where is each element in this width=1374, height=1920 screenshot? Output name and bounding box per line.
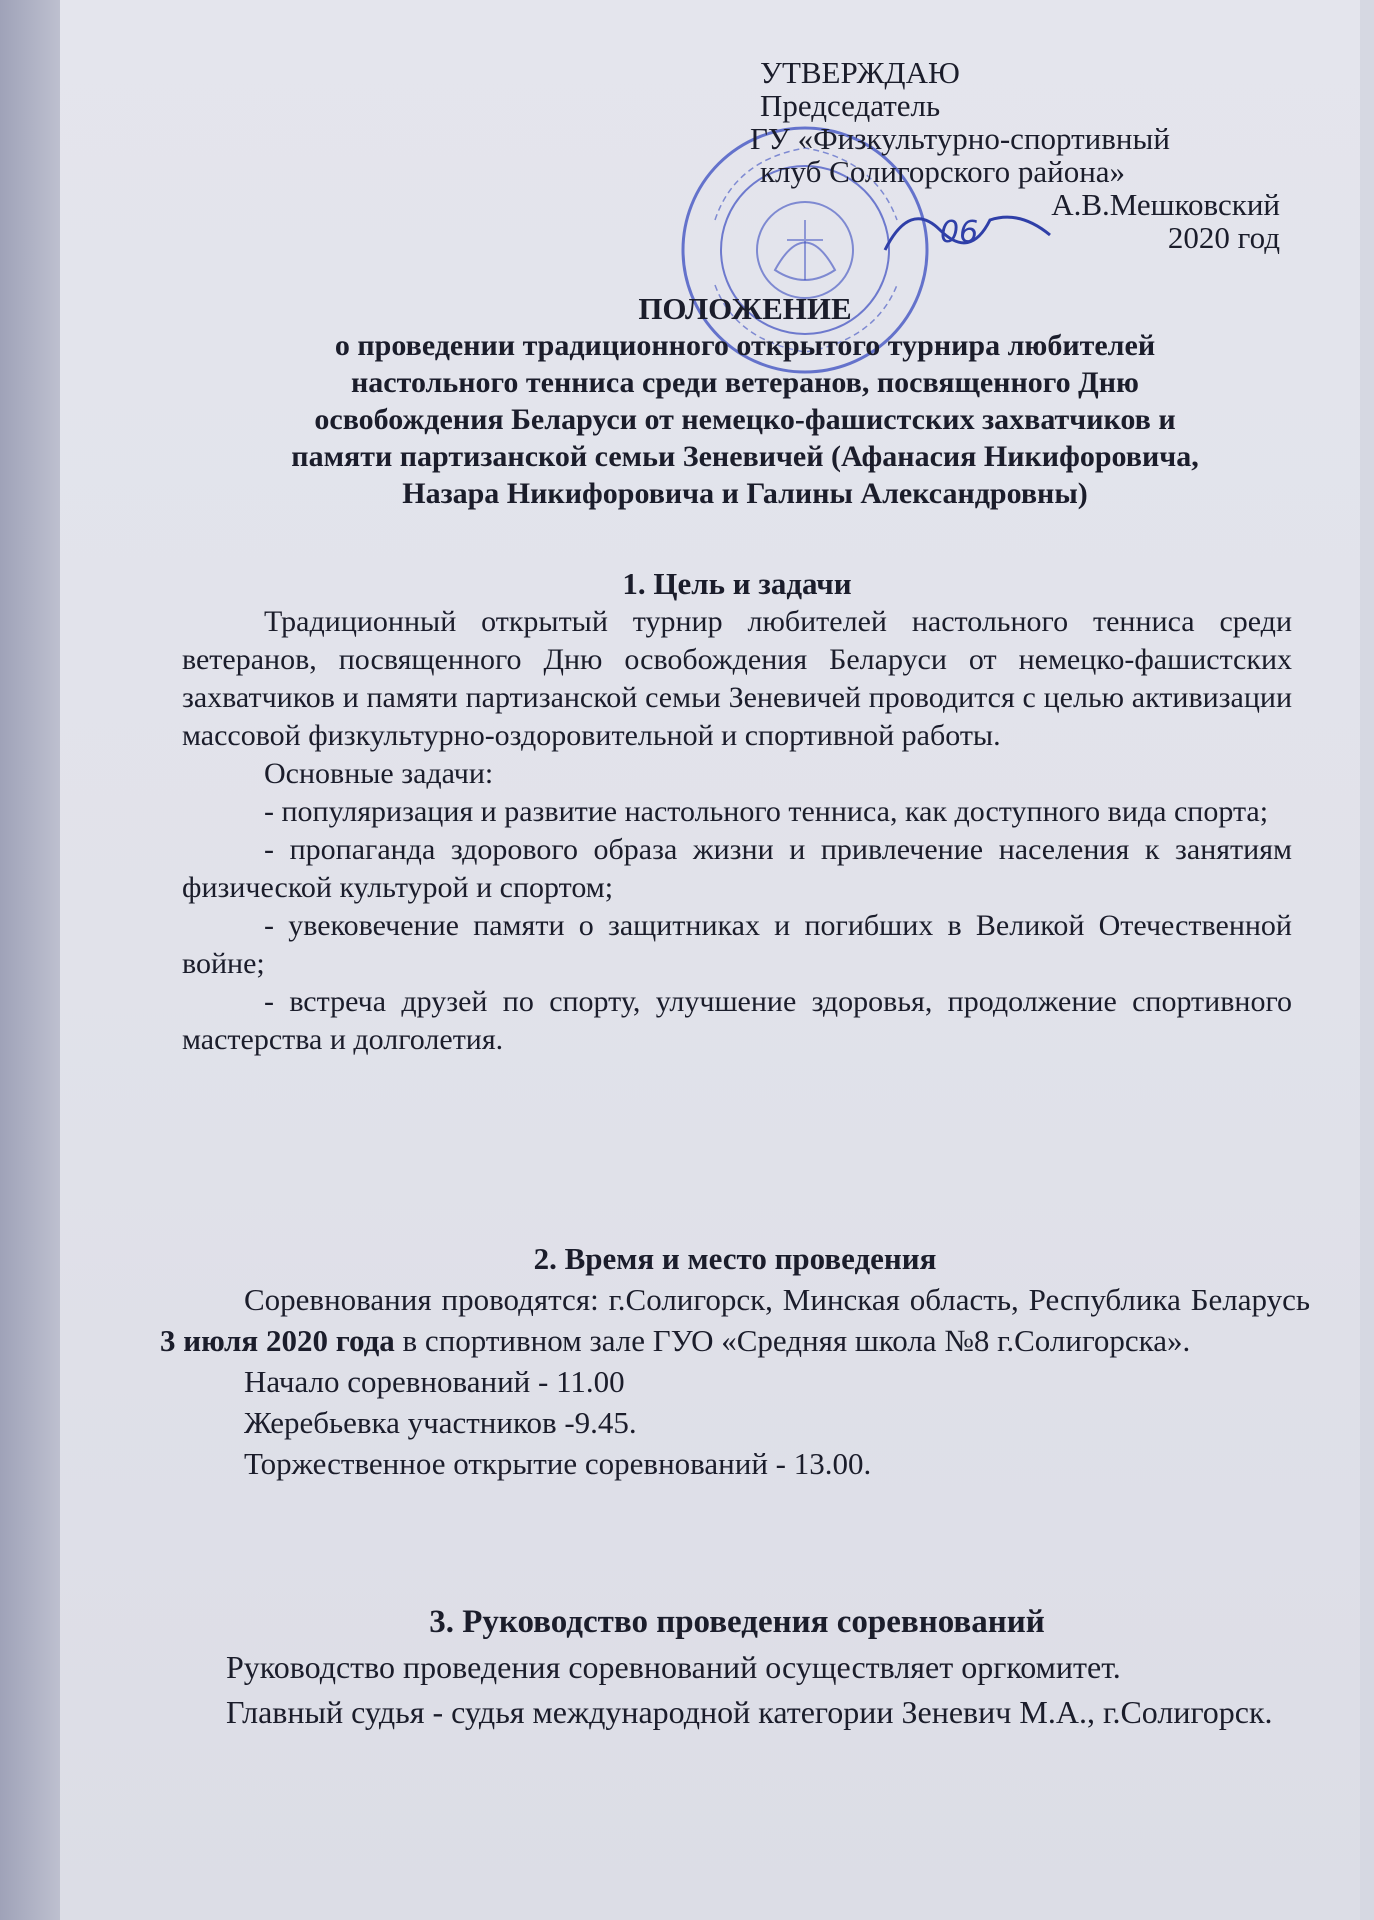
task-item: - пропаганда здорового образа жизни и привлечение населения к занятиям физической культурой и спортом; [182,833,1292,904]
section-heading: 1. Цель и задачи [622,566,852,601]
section-1 [182,565,1292,1059]
paragraph: Руководство проведения соревнований осуществляет оргкомитет. [226,1649,1121,1685]
date-bold: 3 июля 2020 года [160,1323,395,1358]
title-line: о проведении традиционного открытого турнира любителей [334,329,1156,362]
paragraph: Основные задачи: [264,757,494,790]
task-item: - встреча друзей по спорту, улучшение здоровья, продолжение спортивного мастерства и долголетия. [182,985,1292,1056]
approval-block [750,55,1280,255]
section-3 [142,1600,1332,1735]
approval-line: 2020 год [1167,220,1280,255]
schedule-line: Торжественное открытие соревнований - 13.00. [244,1446,872,1481]
schedule-line: Начало соревнований - 11.00 [244,1364,625,1399]
paragraph: Традиционный открытый турнир любителей настольного тенниса среди ветеранов, посвященного Дню освобождения Беларуси от немецко-фашистских захватчиков и памяти партизанской семьи Зеневичей проводится с целью активизации массовой физкультурно-оздоровительной и спортивной работы. [182,605,1292,752]
approval-line: клуб Солигорского района» [760,154,1126,189]
title-line: памяти партизанской семьи Зеневичей (Афанасия Никифоровича, [291,440,1199,473]
paragraph: Главный судья - судья международной категории Зеневич М.А., г.Солигорск. [226,1694,1273,1730]
title-line: освобождения Беларуси от немецко-фашистских захватчиков и [314,403,1176,436]
approval-line: УТВЕРЖДАЮ [760,55,960,90]
approval-line: А.В.Мешковский [1051,187,1280,222]
text-span: Соревнования проводятся: г.Солигорск, Минская область, Республика Беларусь [244,1282,1310,1317]
title-heading: ПОЛОЖЕНИЕ [638,291,852,326]
approval-line: Председатель [760,88,941,123]
task-item: - увековечение памяти о защитниках и погибших в Великой Отечественной войне; [182,909,1292,980]
section-heading: 3. Руководство проведения соревнований [429,1604,1045,1640]
signature-text: 06 [940,215,979,250]
task-item: - популяризация и развитие настольного тенниса, как доступного вида спорта; [264,795,1269,828]
title-line: Назара Никифоровича и Галины Александровны) [402,477,1088,510]
text-span: в спортивном зале ГУО «Средняя школа №8 г.Солигорска». [402,1323,1191,1358]
section-2 [160,1238,1310,1484]
document-title [190,290,1300,512]
schedule-line: Жеребьевка участников -9.45. [244,1405,637,1440]
paragraph [160,1279,1310,1361]
title-line: настольного тенниса среди ветеранов, посвященного Дню [351,366,1139,399]
approval-line: ГУ «Физкультурно-спортивный [750,121,1170,156]
section-heading: 2. Время и место проведения [533,1241,937,1276]
